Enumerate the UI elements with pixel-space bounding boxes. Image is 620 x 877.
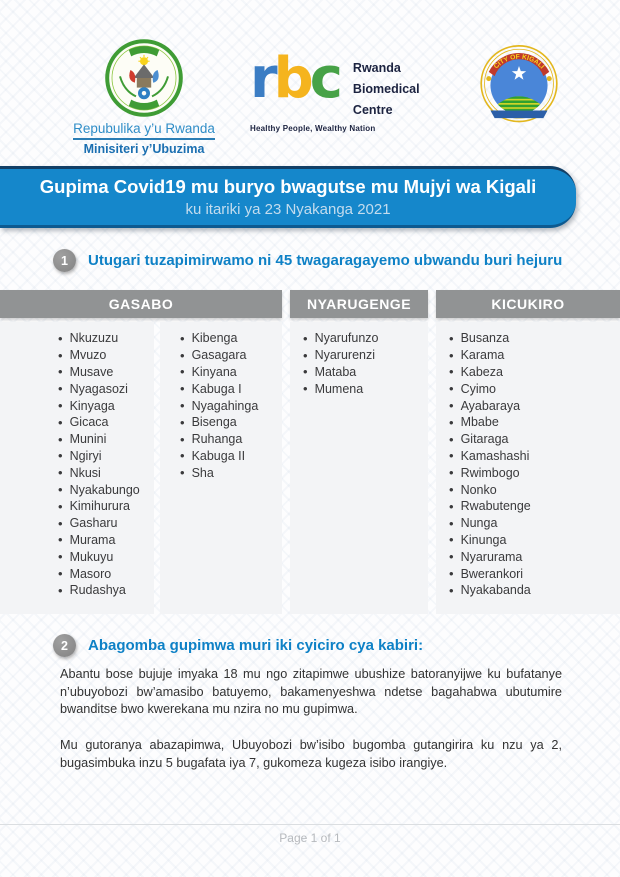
locality-name: Mukuyu bbox=[69, 549, 114, 564]
locality-list bbox=[436, 322, 620, 599]
locality-name: Kibenga bbox=[191, 331, 238, 346]
title-banner bbox=[0, 166, 576, 228]
list-item bbox=[449, 532, 620, 549]
locality-name: Ruhanga bbox=[191, 432, 243, 447]
locality-list bbox=[290, 322, 428, 397]
banner-title: Gupima Covid19 mu buryo bwagutse mu Mujyi wa Kigali bbox=[39, 176, 537, 197]
bullet-icon: • bbox=[180, 465, 185, 481]
district-header-kicukiro: KICUKIRO bbox=[436, 290, 620, 318]
bullet-icon: • bbox=[449, 448, 454, 464]
bullet-icon: • bbox=[58, 482, 63, 498]
locality-list bbox=[160, 322, 282, 481]
gov-logo-divider bbox=[73, 138, 215, 140]
list-item bbox=[449, 548, 620, 565]
list-item bbox=[58, 565, 154, 582]
bullet-icon: • bbox=[58, 398, 63, 414]
list-item bbox=[58, 364, 154, 381]
locality-name: Nyarurama bbox=[460, 549, 523, 564]
section-2-heading: Abagomba gupimwa muri iki cyiciro cya kabiri: bbox=[88, 637, 424, 654]
list-item bbox=[58, 347, 154, 364]
list-item bbox=[58, 330, 154, 347]
list-item bbox=[303, 347, 428, 364]
bullet-icon: • bbox=[449, 398, 454, 414]
list-item bbox=[180, 380, 282, 397]
rbc-letters-icon: rbc bbox=[250, 46, 339, 111]
bullet-icon: • bbox=[180, 330, 185, 346]
locality-name: Busanza bbox=[460, 331, 510, 346]
locality-name: Nkuzuzu bbox=[69, 331, 119, 346]
locality-name: Gasagara bbox=[191, 348, 247, 363]
rbc-name bbox=[353, 58, 420, 121]
locality-name: Gitaraga bbox=[460, 432, 509, 447]
section-1-number-badge: 1 bbox=[53, 249, 76, 272]
list-item bbox=[449, 481, 620, 498]
list-item bbox=[449, 347, 620, 364]
bullet-icon: • bbox=[449, 532, 454, 548]
locality-name: Kabeza bbox=[460, 364, 503, 379]
locality-name: Karama bbox=[460, 348, 505, 363]
list-item bbox=[180, 448, 282, 465]
locality-name: Kabuga II bbox=[191, 448, 246, 463]
locality-name: Nyarurenzi bbox=[314, 348, 375, 363]
bullet-icon: • bbox=[58, 381, 63, 397]
list-item bbox=[58, 448, 154, 465]
locality-name: Nunga bbox=[460, 516, 498, 531]
kigali-banner-text: CITY OF KIGALI bbox=[492, 53, 546, 71]
list-item bbox=[449, 330, 620, 347]
kigali-logo bbox=[477, 40, 561, 129]
locality-name: Sha bbox=[191, 465, 214, 480]
bullet-icon: • bbox=[58, 347, 63, 363]
list-item bbox=[449, 397, 620, 414]
locality-name: Musave bbox=[69, 364, 114, 379]
gov-logo bbox=[58, 38, 230, 156]
gasabo-list-panel-1 bbox=[0, 322, 154, 614]
list-item bbox=[303, 330, 428, 347]
locality-name: Cyimo bbox=[460, 381, 496, 396]
bullet-icon: • bbox=[449, 482, 454, 498]
list-item bbox=[58, 548, 154, 565]
section-2-number-badge: 2 bbox=[53, 634, 76, 657]
bullet-icon: • bbox=[449, 364, 454, 380]
bullet-icon: • bbox=[449, 414, 454, 430]
bullet-icon: • bbox=[58, 515, 63, 531]
bullet-icon: • bbox=[449, 330, 454, 346]
list-item bbox=[449, 515, 620, 532]
locality-name: Kinyana bbox=[191, 364, 237, 379]
locality-name: Kinunga bbox=[460, 532, 507, 547]
locality-name: Munini bbox=[69, 432, 107, 447]
bullet-icon: • bbox=[449, 347, 454, 363]
bullet-icon: • bbox=[303, 364, 308, 380]
list-item bbox=[180, 464, 282, 481]
locality-list bbox=[0, 322, 154, 599]
locality-name: Rwimbogo bbox=[460, 465, 520, 480]
locality-name: Mbabe bbox=[460, 415, 499, 430]
rbc-logo bbox=[250, 46, 450, 133]
rbc-name-line: Rwanda bbox=[352, 61, 401, 75]
bullet-icon: • bbox=[180, 431, 185, 447]
bullet-icon: • bbox=[449, 549, 454, 565]
bullet-icon: • bbox=[180, 448, 185, 464]
bullet-icon: • bbox=[58, 431, 63, 447]
gov-logo-title: Repubulika y’u Rwanda bbox=[73, 121, 215, 136]
locality-name: Bisenga bbox=[191, 415, 237, 430]
bullet-icon: • bbox=[58, 532, 63, 548]
list-item bbox=[303, 380, 428, 397]
bullet-icon: • bbox=[58, 582, 63, 598]
locality-name: Nonko bbox=[460, 482, 497, 497]
locality-name: Gicaca bbox=[69, 415, 109, 430]
locality-name: Mumena bbox=[314, 381, 364, 396]
list-item bbox=[449, 498, 620, 515]
locality-name: Ngiryi bbox=[69, 448, 102, 463]
gov-logo-subtitle: Minisiteri y’Ubuzima bbox=[83, 142, 205, 156]
list-item bbox=[180, 431, 282, 448]
list-item bbox=[58, 515, 154, 532]
list-item bbox=[449, 565, 620, 582]
list-item bbox=[58, 431, 154, 448]
list-item bbox=[58, 532, 154, 549]
bullet-icon: • bbox=[58, 414, 63, 430]
bullet-icon: • bbox=[449, 431, 454, 447]
list-item bbox=[58, 481, 154, 498]
body-paragraph-2: Mu gutoranya abazapimwa, Ubuyobozi bw’isibo bugomba gutangirira ku nzu ya 2, bugasimbuka inzu 5 bugafata iya 7, gukomeza kugeza isibo irangiye. bbox=[60, 738, 562, 770]
list-item bbox=[449, 464, 620, 481]
list-item bbox=[180, 347, 282, 364]
bullet-icon: • bbox=[303, 347, 308, 363]
bullet-icon: • bbox=[58, 448, 63, 464]
locality-name: Murama bbox=[69, 532, 116, 547]
list-item bbox=[58, 464, 154, 481]
bullet-icon: • bbox=[180, 364, 185, 380]
bullet-icon: • bbox=[180, 381, 185, 397]
locality-name: Ayabaraya bbox=[460, 398, 521, 413]
list-item bbox=[58, 582, 154, 599]
locality-name: Kinyaga bbox=[69, 398, 115, 413]
list-item bbox=[449, 431, 620, 448]
list-item bbox=[58, 397, 154, 414]
locality-name: Nyakabanda bbox=[460, 583, 531, 598]
body-paragraph-1: Abantu bose bujuje imyaka 18 mu ngo zitapimwe ubushize batoranyijwe ku bufatanye n’ubuyobozi bw’amasibo batuyemo, bakamenyeshwa ndetse bagahabwa ubutumire bwanditse bwo kwerekana mu nzira no mu gupimwa. bbox=[60, 667, 562, 717]
locality-name: Gasharu bbox=[69, 516, 118, 531]
footer-divider bbox=[0, 824, 620, 825]
locality-name: Nyakabungo bbox=[69, 482, 140, 497]
city-of-kigali-emblem-icon bbox=[477, 40, 561, 124]
section-1-heading: Utugari tuzapimirwamo ni 45 twagaragayemo ubwandu buri hejuru bbox=[88, 252, 563, 269]
list-item bbox=[449, 414, 620, 431]
bullet-icon: • bbox=[449, 381, 454, 397]
page-number-label: Page 1 of 1 bbox=[279, 831, 341, 845]
locality-name: Rwabutenge bbox=[460, 499, 531, 514]
locality-name: Mataba bbox=[314, 364, 357, 379]
locality-name: Nkusi bbox=[69, 465, 101, 480]
locality-name: Kimihurura bbox=[69, 499, 130, 514]
locality-name: Nyarufunzo bbox=[314, 331, 379, 346]
bullet-icon: • bbox=[180, 414, 185, 430]
district-header-gasabo: GASABO bbox=[0, 290, 282, 318]
rbc-tagline: Healthy People, Wealthy Nation bbox=[250, 124, 376, 133]
locality-name: Rudashya bbox=[69, 583, 126, 598]
locality-name: Kabuga I bbox=[191, 381, 242, 396]
kicukiro-list-panel bbox=[436, 322, 620, 614]
list-item bbox=[180, 364, 282, 381]
bullet-icon: • bbox=[180, 398, 185, 414]
bullet-icon: • bbox=[58, 498, 63, 514]
rbc-name-line: Biomedical bbox=[352, 82, 420, 96]
list-item bbox=[449, 582, 620, 599]
list-item bbox=[58, 414, 154, 431]
bullet-icon: • bbox=[58, 566, 63, 582]
bullet-icon: • bbox=[449, 566, 454, 582]
gasabo-list-panel-2 bbox=[160, 322, 282, 614]
list-item bbox=[180, 397, 282, 414]
list-item bbox=[449, 380, 620, 397]
bullet-icon: • bbox=[449, 498, 454, 514]
bullet-icon: • bbox=[303, 381, 308, 397]
rwanda-coat-of-arms-icon bbox=[104, 38, 184, 118]
bullet-icon: • bbox=[449, 515, 454, 531]
bullet-icon: • bbox=[58, 364, 63, 380]
list-item bbox=[449, 448, 620, 465]
list-item bbox=[180, 414, 282, 431]
bullet-icon: • bbox=[58, 549, 63, 565]
list-item bbox=[180, 330, 282, 347]
bullet-icon: • bbox=[303, 330, 308, 346]
bullet-icon: • bbox=[180, 347, 185, 363]
list-item bbox=[58, 498, 154, 515]
nyarugenge-list-panel bbox=[290, 322, 428, 614]
locality-name: Nyagahinga bbox=[191, 398, 259, 413]
banner-subtitle: ku itariki ya 23 Nyakanga 2021 bbox=[185, 201, 391, 218]
bullet-icon: • bbox=[449, 582, 454, 598]
locality-name: Nyagasozi bbox=[69, 381, 128, 396]
locality-name: Kamashashi bbox=[460, 448, 530, 463]
bullet-icon: • bbox=[449, 465, 454, 481]
bullet-icon: • bbox=[58, 330, 63, 346]
list-item bbox=[58, 380, 154, 397]
list-item bbox=[449, 364, 620, 381]
bullet-icon: • bbox=[58, 465, 63, 481]
locality-name: Bwerankori bbox=[460, 566, 524, 581]
locality-name: Mvuzo bbox=[69, 348, 107, 363]
rbc-name-line: Centre bbox=[352, 103, 393, 117]
list-item bbox=[303, 364, 428, 381]
locality-name: Masoro bbox=[69, 566, 112, 581]
district-header-nyarugenge: NYARUGENGE bbox=[290, 290, 428, 318]
